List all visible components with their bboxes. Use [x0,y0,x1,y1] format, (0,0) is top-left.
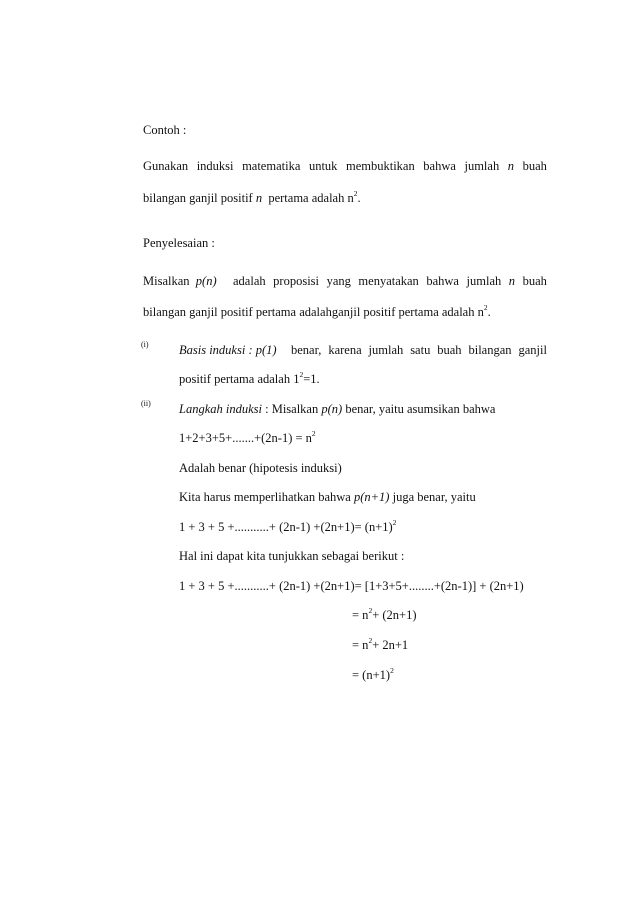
basis-title: Basis induksi : p(1) [179,343,277,357]
goal-equation [179,518,397,534]
basis-line-2 [179,370,320,386]
word: induksi [196,159,234,173]
basis-line-1 [291,344,547,357]
text: = (n+1) [352,668,391,682]
text: juga benar, yaitu [389,490,476,504]
text: =1. [303,372,320,386]
adalah-benar: Adalah benar (hipotesis induksi) [179,461,342,475]
langkah-title: Langkah induksi [179,402,262,416]
kita-harus [179,491,476,504]
hal-ini: Hal ini dapat kita tunjukkan sebagai berikut : [179,549,405,563]
text: = n [352,638,369,652]
word: adalah [233,274,266,288]
text: Kita harus memperlihatkan bahwa [179,490,354,504]
exponent: 2 [392,518,397,527]
exponent: 2 [390,666,394,675]
text: + (2n+1) [372,608,417,622]
word: untuk [308,159,338,173]
word: jumlah [464,159,500,173]
word: karena [328,343,362,357]
marker-i: (i) [141,340,149,349]
problem-line-1 [143,160,547,173]
word: menyatakan [358,274,419,288]
exponent: 2 [368,636,373,645]
basis-lead [179,344,277,357]
word: bahwa [423,159,456,173]
exponent: 2 [353,189,358,198]
variable-n: n [507,159,515,173]
word: Gunakan [143,159,189,173]
text: positif pertama adalah 1 [179,372,300,386]
misalkan-line-2 [143,303,491,319]
misalkan-line-1 [233,275,547,288]
text: benar, yaitu asumsikan bahwa [342,402,496,416]
word: proposisi [273,274,320,288]
text: . [357,191,361,205]
exponent: 2 [368,606,373,615]
word: jumlah [466,274,502,288]
misalkan-word [143,275,217,288]
variable-n: n [255,191,263,205]
word: matematika [242,159,301,173]
derivation-line-4 [352,666,394,682]
word: buah [522,159,547,173]
text: Misalkan [143,274,190,288]
variable-n: n [508,274,516,288]
proposition-pn: p(n) [195,274,217,288]
exponent: 2 [311,429,316,438]
penyelesaian-label: Penyelesaian : [143,236,215,250]
word: benar, [291,343,322,357]
word: satu [410,343,431,357]
text: pertama adalah n [268,191,354,205]
word: yang [326,274,351,288]
problem-line-2 [143,189,361,205]
hypothesis-equation [179,429,316,445]
text: bilangan ganjil positif pertama adalahganjil positif pertama adalah n [143,305,484,319]
text: 1 + 3 + 5 +...........+ (2n-1) +(2n+1)= (n+1) [179,520,393,534]
text: = n [352,608,369,622]
word: membuktikan [345,159,415,173]
word: buah [522,274,547,288]
text: + 2n+1 [372,638,409,652]
text: bilangan ganjil positif [143,191,253,205]
marker-ii: (ii) [141,399,151,408]
text: . [487,305,491,319]
langkah-line-1 [179,403,495,416]
word: ganjil [518,343,547,357]
proposition-pn: p(n) [321,402,343,416]
text: 1+2+3+5+.......+(2n-1) = n [179,431,312,445]
word: bahwa [426,274,459,288]
contoh-label: Contoh : [143,123,187,137]
word: jumlah [368,343,404,357]
word: bilangan [468,343,512,357]
exponent: 2 [299,370,304,379]
exponent: 2 [483,303,488,312]
derivation-line-1: 1 + 3 + 5 +...........+ (2n-1) +(2n+1)= [1+3+5+........+(2n-1)] + (2n+1) [179,579,524,593]
derivation-line-2 [352,606,417,622]
proposition-pn1: p(n+1) [353,490,390,504]
word: buah [437,343,462,357]
derivation-line-3 [352,636,409,652]
text: : Misalkan [261,402,322,416]
